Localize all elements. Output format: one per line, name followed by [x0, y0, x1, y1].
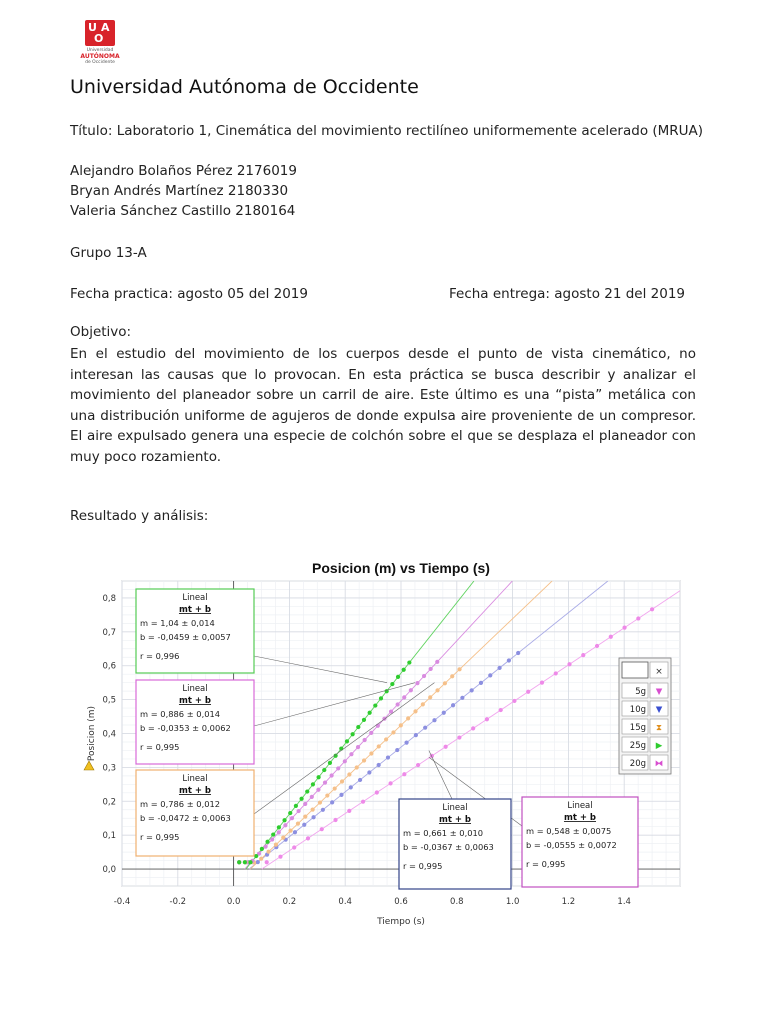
- data-point-10g: [355, 765, 359, 769]
- data-point-15g: [376, 724, 380, 728]
- data-point-20g: [243, 860, 247, 864]
- data-point-20g: [277, 825, 281, 829]
- data-point-5g: [306, 836, 310, 840]
- x-axis-label: Tiempo (s): [377, 917, 425, 927]
- document-title: Título: Laboratorio 1, Cinemática del movimiento rectilíneo uniformemente acelerado (MRUA): [70, 123, 704, 139]
- data-point-25g: [367, 770, 371, 774]
- chart-title: Posicion (m) vs Tiempo (s): [312, 560, 490, 576]
- x-tick-label: 0.8: [450, 897, 464, 907]
- y-tick-label: 0,6: [102, 661, 116, 672]
- data-point-10g: [369, 751, 373, 755]
- data-point-20g: [260, 847, 264, 851]
- data-point-10g: [421, 702, 425, 706]
- fit-box-10g-equation: mt + b: [178, 786, 212, 796]
- data-point-10g: [333, 786, 337, 790]
- data-point-10g: [303, 814, 307, 818]
- legend-close-icon: ×: [655, 667, 663, 677]
- data-point-15g: [363, 738, 367, 742]
- data-point-20g: [294, 804, 298, 808]
- data-point-15g: [349, 752, 353, 756]
- data-point-5g: [265, 860, 269, 864]
- practice-date: Fecha practica: agosto 05 del 2019: [70, 286, 308, 302]
- data-point-25g: [377, 763, 381, 767]
- data-point-20g: [339, 746, 343, 750]
- y-tick-label: 0,7: [102, 627, 116, 638]
- y-axis-label: Posicion (m): [87, 705, 97, 762]
- data-point-15g: [343, 759, 347, 763]
- data-point-15g: [435, 660, 439, 664]
- data-point-20g: [288, 811, 292, 815]
- data-point-20g: [248, 860, 252, 864]
- data-point-25g: [358, 778, 362, 782]
- data-point-20g: [362, 718, 366, 722]
- data-point-20g: [379, 696, 383, 700]
- data-point-15g: [336, 766, 340, 770]
- data-point-10g: [413, 709, 417, 713]
- data-point-20g: [356, 725, 360, 729]
- data-point-20g: [407, 660, 411, 664]
- data-point-20g: [299, 797, 303, 801]
- y-tick-label: 0,8: [102, 593, 116, 604]
- fit-box-25g-equation: mt + b: [438, 815, 472, 825]
- data-point-15g: [303, 802, 307, 806]
- data-point-20g: [254, 854, 258, 858]
- data-point-15g: [297, 809, 301, 813]
- fit-box-20g-title: Lineal: [182, 593, 208, 603]
- data-point-20g: [237, 860, 241, 864]
- data-point-25g: [395, 748, 399, 752]
- data-point-10g: [318, 800, 322, 804]
- data-point-20g: [351, 732, 355, 736]
- data-point-5g: [636, 616, 640, 620]
- data-point-5g: [402, 772, 406, 776]
- data-point-10g: [266, 850, 270, 854]
- data-point-20g: [328, 761, 332, 765]
- data-point-20g: [282, 818, 286, 822]
- data-point-5g: [512, 699, 516, 703]
- data-point-5g: [388, 781, 392, 785]
- data-point-15g: [316, 788, 320, 792]
- data-point-20g: [317, 775, 321, 779]
- data-point-15g: [369, 731, 373, 735]
- data-point-10g: [325, 793, 329, 797]
- data-point-10g: [362, 758, 366, 762]
- data-point-5g: [375, 790, 379, 794]
- legend-symbol-icon: ⧓: [654, 759, 664, 769]
- university-logo: U A O Universidad AUTÓNOMA de Occidente: [80, 21, 120, 65]
- data-point-25g: [451, 703, 455, 707]
- data-point-20g: [305, 789, 309, 793]
- fit-box-20g-b: b = -0,0459 ± 0,0057: [140, 632, 231, 642]
- fit-box-5g-equation: mt + b: [563, 813, 597, 823]
- data-point-25g: [497, 666, 501, 670]
- data-point-15g: [290, 816, 294, 820]
- data-point-10g: [435, 688, 439, 692]
- data-point-25g: [321, 808, 325, 812]
- data-point-15g: [396, 702, 400, 706]
- data-point-5g: [278, 855, 282, 859]
- legend-label: 25g: [629, 741, 646, 751]
- fit-box-25g-b: b = -0,0367 ± 0,0063: [403, 842, 494, 852]
- data-point-5g: [622, 626, 626, 630]
- legend-label: 15g: [629, 723, 646, 733]
- legend-label: 5g: [635, 687, 646, 697]
- university-name: Universidad Autónoma de Occidente: [70, 76, 419, 98]
- legend-label: 20g: [629, 759, 646, 769]
- data-point-15g: [310, 795, 314, 799]
- fit-box-15g-r: r = 0,995: [140, 742, 180, 752]
- data-point-25g: [311, 815, 315, 819]
- data-point-5g: [540, 680, 544, 684]
- legend-swatch: [622, 662, 648, 678]
- data-point-25g: [302, 823, 306, 827]
- data-point-15g: [263, 844, 267, 848]
- data-point-10g: [347, 772, 351, 776]
- data-point-5g: [554, 671, 558, 675]
- data-point-10g: [457, 667, 461, 671]
- data-point-20g: [373, 703, 377, 707]
- legend-symbol-icon: ▼: [655, 687, 663, 697]
- data-point-15g: [283, 823, 287, 827]
- x-tick-label: 0.2: [282, 897, 297, 907]
- data-point-20g: [390, 682, 394, 686]
- x-tick-label: 1.4: [617, 897, 631, 907]
- legend-symbol-icon: ▼: [655, 705, 663, 715]
- author-3: Valeria Sánchez Castillo 2180164: [70, 203, 296, 219]
- fit-box-10g-title: Lineal: [182, 774, 208, 784]
- data-point-5g: [320, 827, 324, 831]
- data-point-5g: [650, 607, 654, 611]
- fit-box-5g-m: m = 0,548 ± 0,0075: [526, 826, 612, 836]
- data-point-25g: [507, 658, 511, 662]
- data-point-10g: [384, 737, 388, 741]
- fit-box-5g-title: Lineal: [567, 801, 593, 811]
- data-point-5g: [361, 800, 365, 804]
- fit-box-25g-m: m = 0,661 ± 0,010: [403, 828, 484, 838]
- data-point-25g: [470, 688, 474, 692]
- legend-label: 10g: [629, 705, 646, 715]
- objective-heading: Objetivo:: [70, 324, 132, 340]
- data-point-10g: [274, 843, 278, 847]
- fit-box-5g-r: r = 0,995: [526, 859, 566, 869]
- author-2: Bryan Andrés Martínez 2180330: [70, 183, 289, 199]
- x-tick-label: -0.4: [113, 897, 131, 907]
- author-1: Alejandro Bolaños Pérez 2176019: [70, 163, 297, 179]
- data-point-5g: [471, 726, 475, 730]
- data-point-20g: [311, 782, 315, 786]
- data-point-25g: [414, 733, 418, 737]
- data-point-15g: [270, 837, 274, 841]
- data-point-20g: [265, 840, 269, 844]
- fit-box-25g-title: Lineal: [442, 803, 468, 813]
- data-point-5g: [567, 662, 571, 666]
- data-point-5g: [347, 809, 351, 813]
- data-point-25g: [293, 830, 297, 834]
- data-point-20g: [271, 832, 275, 836]
- data-point-25g: [488, 673, 492, 677]
- data-point-15g: [415, 681, 419, 685]
- data-point-15g: [409, 688, 413, 692]
- x-tick-label: 1.0: [505, 897, 520, 907]
- data-point-5g: [333, 818, 337, 822]
- fit-box-20g-r: r = 0,996: [140, 651, 180, 661]
- logo-mark: U A O: [85, 20, 115, 46]
- fit-box-10g-m: m = 0,786 ± 0,012: [140, 799, 221, 809]
- data-point-25g: [479, 681, 483, 685]
- data-point-20g: [402, 668, 406, 672]
- x-tick-label: 1.2: [561, 897, 576, 907]
- objective-paragraph: En el estudio del movimiento de los cuerpos desde el punto de vista cinemático, no interesan las causas que lo provocan. En esta práctica se busca describir y analizar el movimiento del planeador sobre un carril de aire. Este último es una “pista” metálica con una distribución uniforme de agujeros de donde expulsa aire proveniente de un compresor. El aire expulsado genera una especie de colchón sobre el que se desplaza el planeador con muy poco rozamiento.: [70, 346, 696, 465]
- fit-box-10g-b: b = -0,0472 ± 0,0063: [140, 813, 231, 823]
- data-point-25g: [432, 718, 436, 722]
- data-point-10g: [281, 836, 285, 840]
- data-point-20g: [322, 768, 326, 772]
- y-tick-label: 0,0: [102, 865, 116, 876]
- legend-symbol-icon: ⧗: [656, 723, 662, 733]
- y-tick-label: 0,1: [102, 831, 116, 842]
- data-point-25g: [330, 800, 334, 804]
- data-point-10g: [428, 695, 432, 699]
- data-point-15g: [356, 745, 360, 749]
- fit-box-20g-equation: mt + b: [178, 605, 212, 615]
- data-point-25g: [349, 785, 353, 789]
- data-point-15g: [323, 781, 327, 785]
- x-tick-label: 0.6: [394, 897, 408, 907]
- fit-box-15g-equation: mt + b: [178, 696, 212, 706]
- data-point-5g: [292, 845, 296, 849]
- data-point-10g: [340, 779, 344, 783]
- fit-box-25g-r: r = 0,995: [403, 861, 443, 871]
- data-point-10g: [391, 730, 395, 734]
- fit-box-5g-b: b = -0,0555 ± 0,0072: [526, 840, 617, 850]
- group-label: Grupo 13-A: [70, 245, 147, 261]
- data-point-20g: [345, 739, 349, 743]
- y-tick-label: 0,3: [102, 763, 116, 774]
- data-point-5g: [526, 690, 530, 694]
- data-point-25g: [256, 860, 260, 864]
- data-point-25g: [516, 651, 520, 655]
- data-point-25g: [339, 793, 343, 797]
- data-point-10g: [259, 857, 263, 861]
- fit-box-10g-r: r = 0,995: [140, 832, 180, 842]
- x-tick-label: -0.2: [169, 897, 187, 907]
- data-point-20g: [396, 675, 400, 679]
- data-point-5g: [581, 653, 585, 657]
- data-point-25g: [423, 726, 427, 730]
- data-point-5g: [595, 644, 599, 648]
- data-point-25g: [404, 741, 408, 745]
- fit-box-15g-m: m = 0,886 ± 0,014: [140, 709, 221, 719]
- data-point-10g: [296, 822, 300, 826]
- data-point-5g: [416, 763, 420, 767]
- legend-symbol-icon: ▶: [655, 741, 663, 751]
- y-tick-label: 0,5: [102, 695, 116, 706]
- data-point-5g: [485, 717, 489, 721]
- data-point-10g: [443, 681, 447, 685]
- data-point-15g: [422, 674, 426, 678]
- data-point-5g: [457, 735, 461, 739]
- data-point-5g: [499, 708, 503, 712]
- y-tick-label: 0,4: [102, 729, 116, 740]
- data-point-15g: [277, 830, 281, 834]
- warning-icon: [84, 761, 94, 770]
- data-point-10g: [406, 716, 410, 720]
- data-point-15g: [429, 667, 433, 671]
- delivery-date: Fecha entrega: agosto 21 del 2019: [449, 286, 685, 302]
- data-point-10g: [377, 744, 381, 748]
- data-point-5g: [444, 745, 448, 749]
- fit-box-15g-title: Lineal: [182, 684, 208, 694]
- x-tick-label: 0.4: [338, 897, 352, 907]
- data-point-25g: [386, 755, 390, 759]
- data-point-15g: [330, 773, 334, 777]
- position-time-chart: [80, 556, 700, 934]
- data-point-10g: [399, 723, 403, 727]
- data-point-10g: [311, 807, 315, 811]
- data-point-10g: [289, 829, 293, 833]
- results-heading: Resultado y análisis:: [70, 508, 209, 524]
- fit-box-20g-m: m = 1,04 ± 0,014: [140, 618, 215, 628]
- data-point-20g: [368, 711, 372, 715]
- x-tick-label: 0.0: [226, 897, 241, 907]
- data-point-25g: [460, 696, 464, 700]
- data-point-10g: [450, 674, 454, 678]
- data-point-25g: [442, 711, 446, 715]
- data-point-15g: [402, 695, 406, 699]
- y-tick-label: 0,2: [102, 797, 116, 808]
- data-point-5g: [609, 635, 613, 639]
- fit-box-15g-b: b = -0,0353 ± 0,0062: [140, 723, 231, 733]
